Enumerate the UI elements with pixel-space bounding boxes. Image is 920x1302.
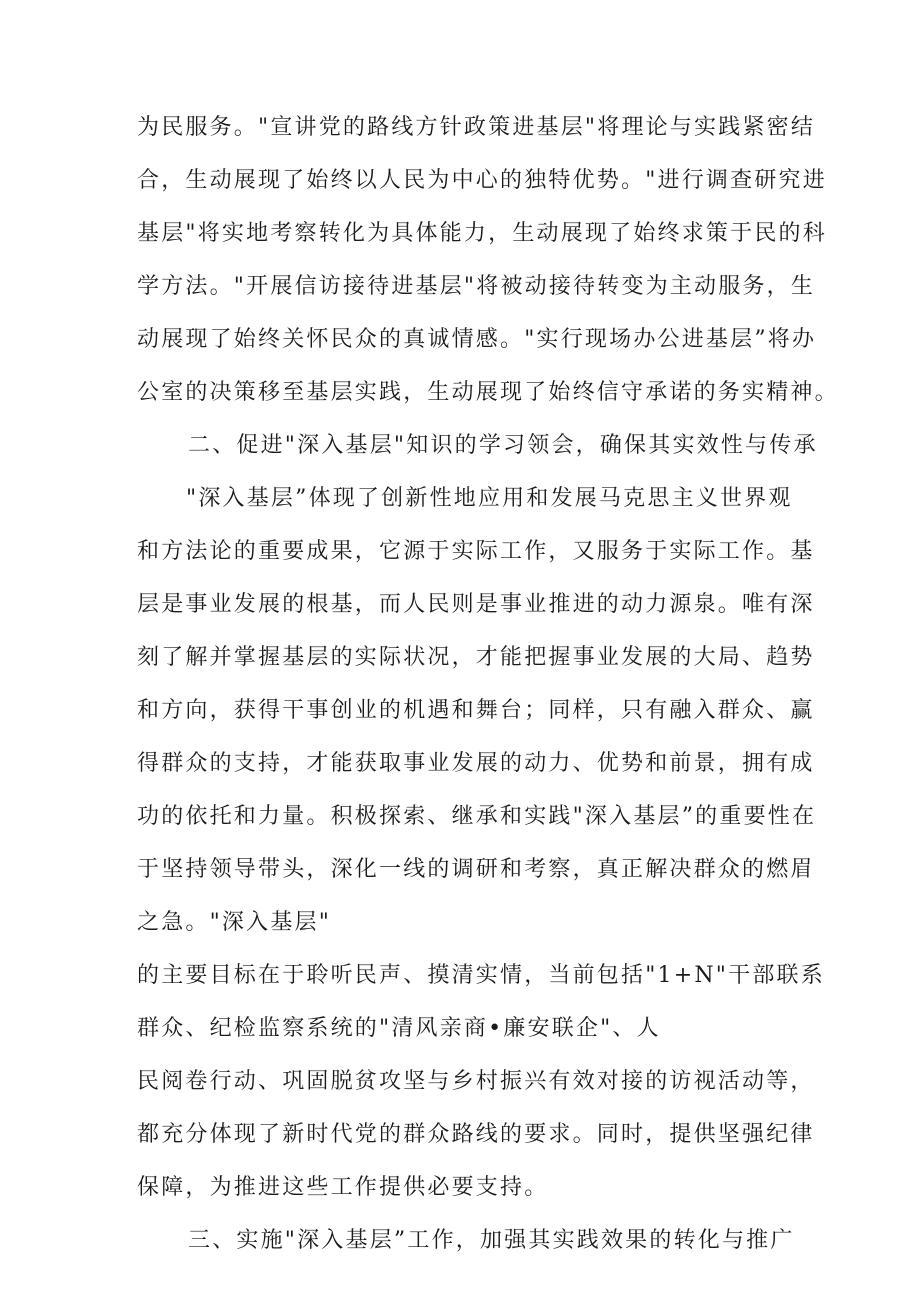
section-heading-3: 三、实施"深入基层”工作，加强其实践效果的转化与推广	[188, 1228, 795, 1253]
section-heading-2: 二、促进"深入基层"知识的学习领会，确保其实效性与传承	[188, 433, 818, 458]
text-line: 得群众的支持，才能获取事业发展的动力、优势和前景，拥有成	[137, 751, 815, 776]
text-line: 为民服务。"宣讲党的路线方针政策进基层"将理论与实践紧密结	[137, 115, 816, 140]
text-line: 的主要目标在于聆听民声、摸清实情，当前包括"1+N"干部联系	[137, 963, 825, 988]
text-line: 和方向，获得干事创业的机遇和舞台；同样，只有融入群众、赢	[137, 698, 815, 723]
text-line: 合，生动展现了始终以人民为中心的独特优势。"进行调查研究进	[137, 168, 827, 193]
text-line: 动展现了始终关怀民众的真诚情感。"实行现场办公进基层”将办	[137, 327, 817, 352]
text-line: 都充分体现了新时代党的群众路线的要求。同时，提供坚强纪律	[137, 1122, 815, 1147]
text-line: 群众、纪检监察系统的"清风亲商•廉安联企"、人	[137, 1016, 661, 1041]
text-line: 和方法论的重要成果，它源于实际工作，又服务于实际工作。基	[137, 539, 815, 564]
text-line: 学方法。"开展信访接待进基层"将被动接待转变为主动服务，生	[137, 274, 816, 299]
text-line: 于坚持领导带头，深化一线的调研和考察，真正解决群众的燃眉	[137, 857, 815, 882]
text-line: 公室的决策移至基层实践，生动展现了始终信守承诺的务实精神。	[137, 380, 839, 405]
text-line: 民阅卷行动、巩固脱贫攻坚与乡村振兴有效对接的访视活动等，	[137, 1069, 815, 1094]
text-line: 基层"将实地考察转化为具体能力，生动展现了始终求策于民的科	[137, 221, 827, 246]
text-line: 之急。"深入基层"	[137, 910, 332, 935]
text-line: 层是事业发展的根基，而人民则是事业推进的动力源泉。唯有深	[137, 592, 815, 617]
paragraph-first-line: "深入基层”体现了创新性地应用和发展马克思主义世界观	[186, 486, 793, 511]
text-line: 功的依托和力量。积极探索、继承和实践"深入基层”的重要性在	[137, 804, 817, 829]
text-line: 保障，为推进这些工作提供必要支持。	[137, 1175, 549, 1200]
text-line: 刻了解并掌握基层的实际状况，才能把握事业发展的大局、趋势	[137, 645, 815, 670]
